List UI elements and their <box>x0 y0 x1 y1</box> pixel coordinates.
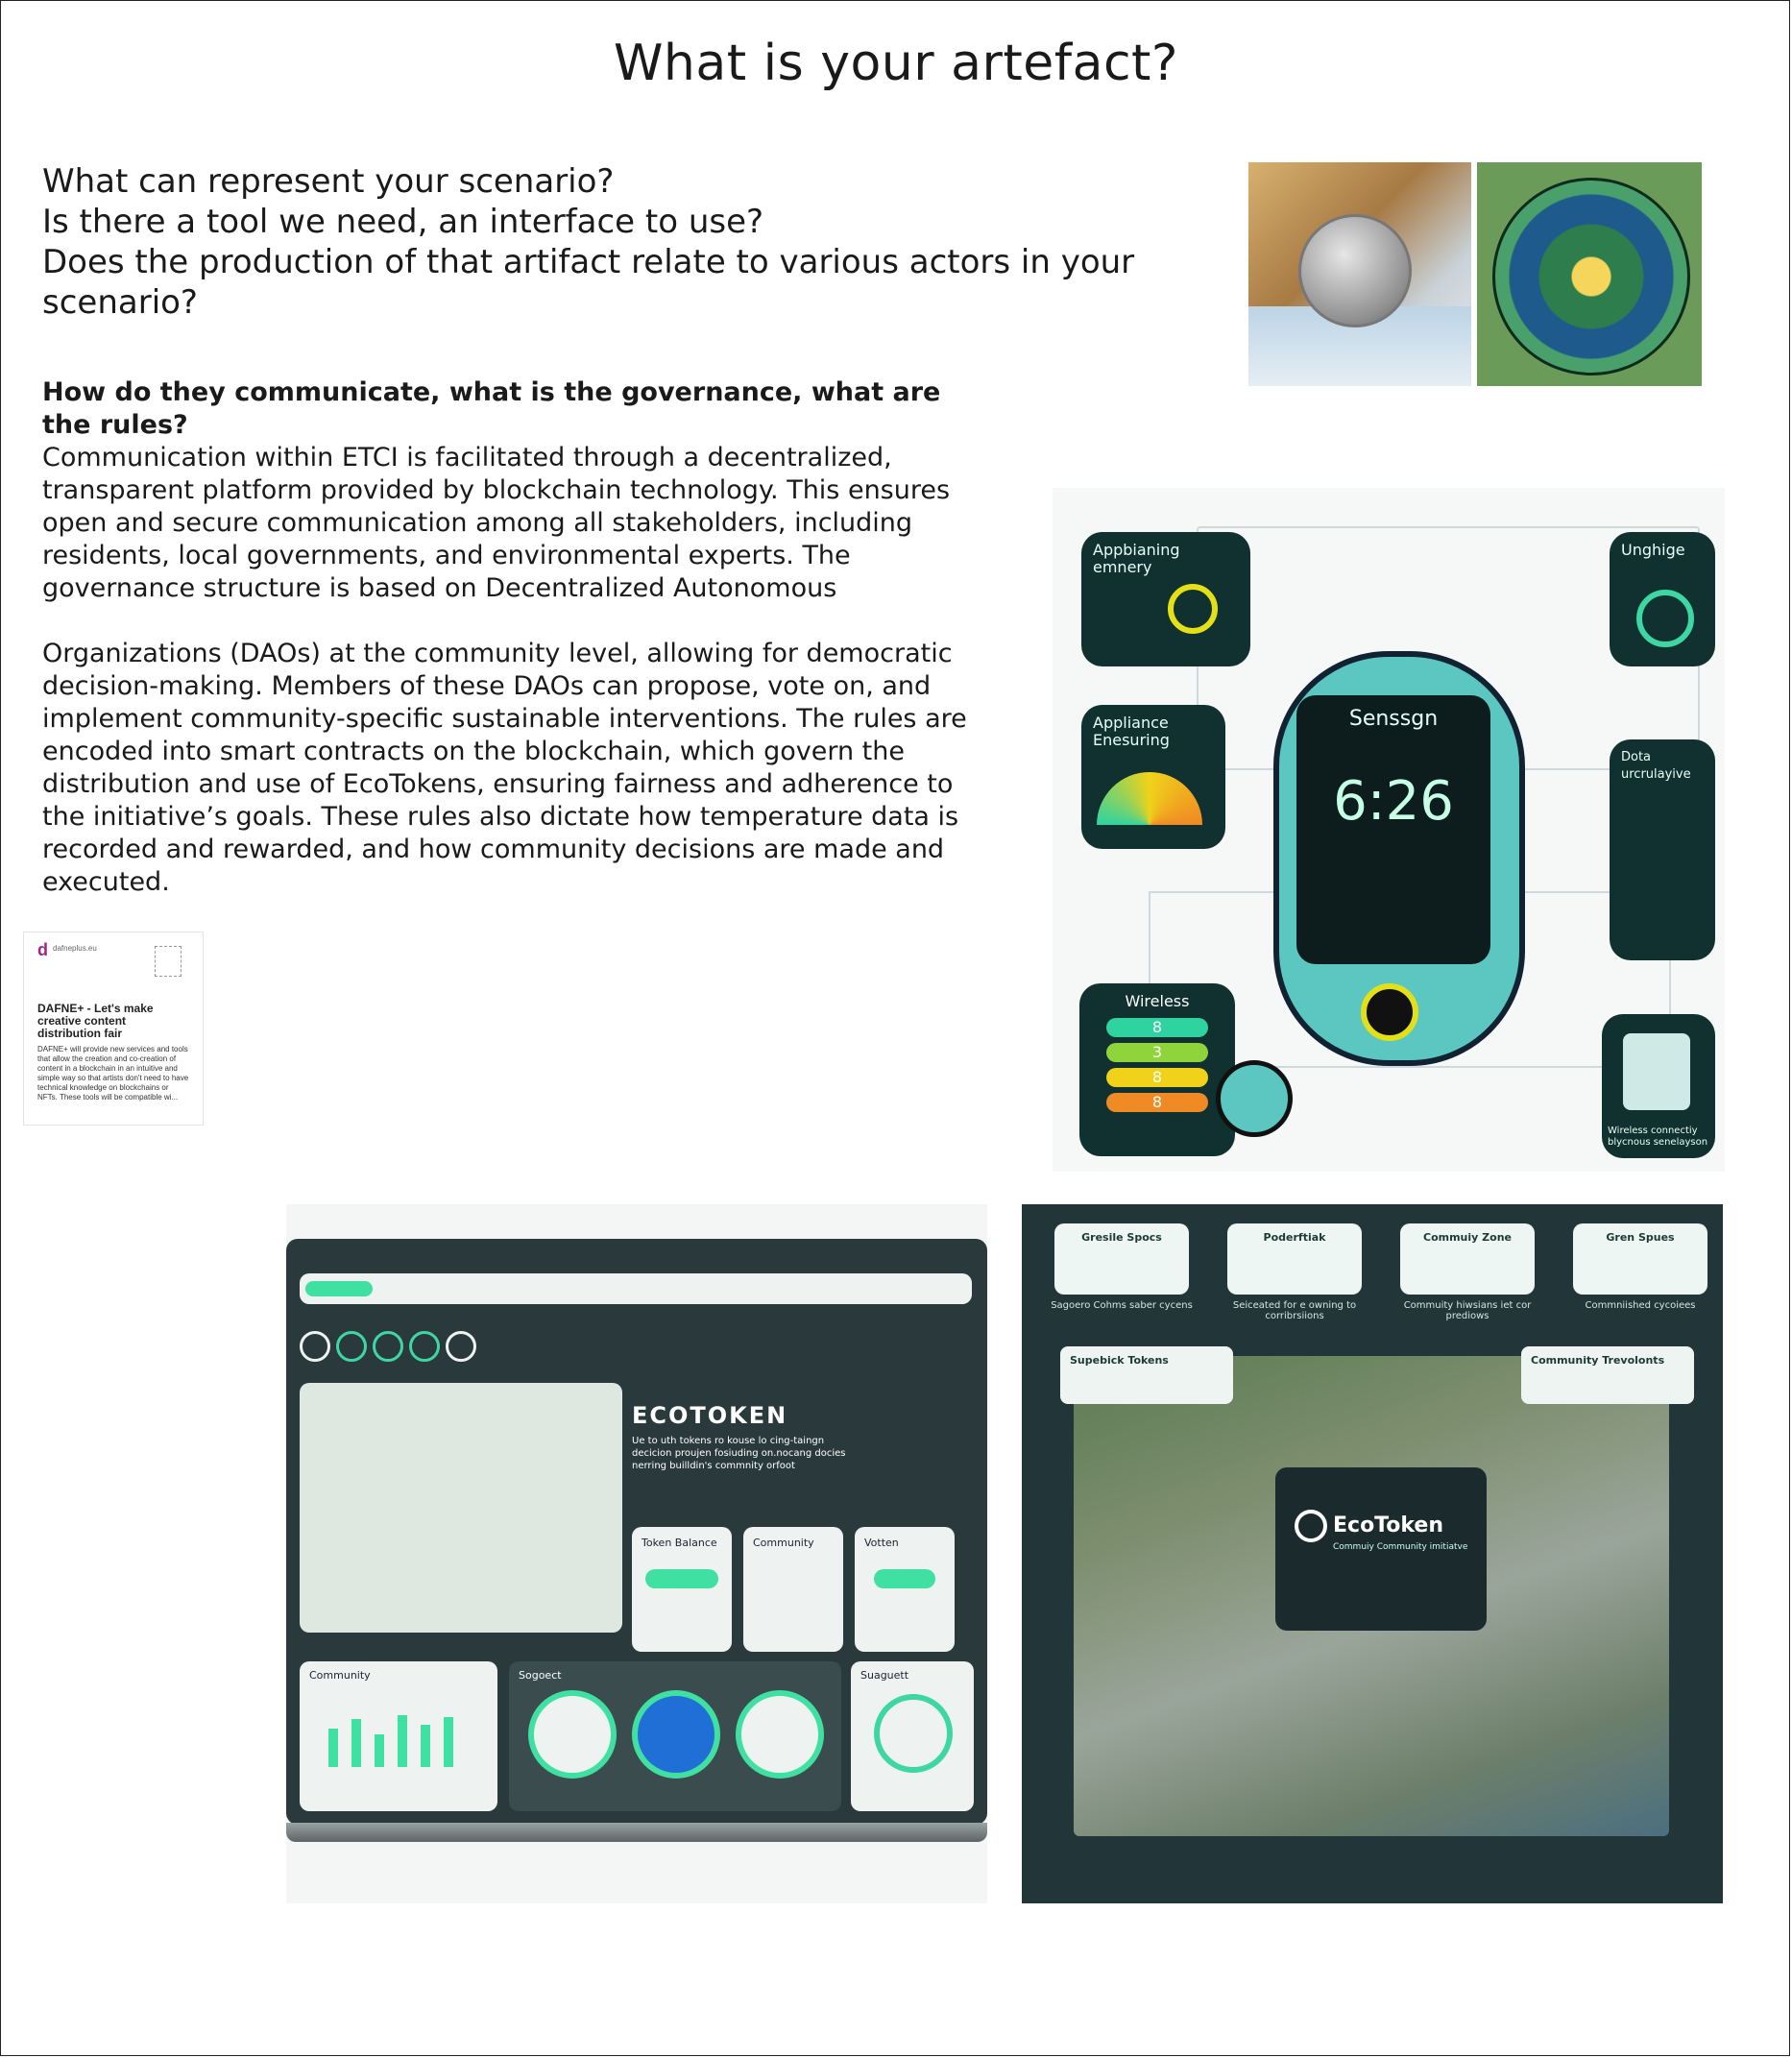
suggest-tile <box>851 1661 974 1811</box>
ecotoken-logo-icon <box>1295 1510 1327 1542</box>
sensor-puck-icon <box>1216 1060 1293 1137</box>
city-caption: Seiceated for e owning to corribrsiions <box>1232 1300 1357 1321</box>
panel-top-right-title: Unghige <box>1621 541 1685 559</box>
tile-title: Sogoect <box>519 1669 562 1682</box>
question-1: What can represent your scenario? <box>42 162 615 201</box>
reference-images <box>1248 162 1702 386</box>
laptop-heading: ECOTOKEN <box>632 1402 788 1429</box>
link-title: DAFNE+ - Let's make creative content distribution fair <box>37 1002 154 1040</box>
left-token-panel <box>1060 1346 1233 1404</box>
chart-bar <box>351 1719 361 1767</box>
signal-bar: 8 <box>1106 1093 1208 1112</box>
city-card-title: Gren Spues <box>1606 1231 1675 1244</box>
coin-icon <box>300 1331 330 1362</box>
eco-house-icon <box>736 1690 824 1779</box>
recycle-icon <box>409 1331 440 1362</box>
city-card <box>1054 1223 1189 1295</box>
panel-mid-left <box>1081 705 1225 849</box>
tile-title: Votten <box>864 1537 899 1549</box>
laptop-nav-bar <box>300 1273 972 1304</box>
governance-section <box>42 376 993 932</box>
tile-title: Community <box>753 1537 814 1549</box>
chart-bar <box>375 1734 384 1767</box>
thermostat-device-image <box>1053 488 1725 1172</box>
chart-bar <box>444 1717 453 1767</box>
thermostat <box>1273 651 1525 1066</box>
link-description: DAFNE+ will provide new services and tools that allow the creation and co-creation of content in a blockchain in an intuitive and simple way so that artists don't need to have technical knowledge on blockchains or NFTs. These tools will be compatible wi... <box>37 1045 189 1102</box>
city-caption: Sagoero Cohms saber cycens <box>1051 1300 1193 1311</box>
city-card-title: Gresile Spocs <box>1081 1231 1162 1244</box>
chart-bar <box>328 1729 338 1767</box>
tile-title: Suaguett <box>860 1669 909 1682</box>
gauge-icon <box>1168 584 1218 634</box>
laptop-nav-tab <box>305 1281 373 1296</box>
ecotoken-center-card <box>1275 1467 1487 1631</box>
city-card-title: Commuiy Zone <box>1423 1231 1512 1244</box>
signal-bar: 8 <box>1106 1068 1208 1087</box>
panel-top-left <box>1081 532 1250 666</box>
progress-ring-icon <box>874 1694 953 1773</box>
house-illustration <box>300 1383 622 1633</box>
governance-paragraph-1: Communication within ETCI is facilitated through a decentralized, transparent platform provided by blockchain technology. This ensures open and secure communication among all stakeholders, including residents, local governments, and environmental experts. The governance structure is based on Decentralized Autonomous <box>42 443 951 603</box>
coin-image <box>1248 162 1471 386</box>
panel-top-left-title: Appbianing emnery <box>1093 541 1180 576</box>
token-balance-tile <box>632 1527 732 1652</box>
tile-button <box>874 1569 935 1588</box>
city-caption: Commuity hiwsians iet cor prediows <box>1403 1300 1532 1321</box>
ecotoken-city-image <box>1022 1204 1723 1903</box>
energy-gauge <box>1097 772 1202 825</box>
panel-bottom-right-title: Wireless connectiy blycnous senelayson <box>1608 1126 1708 1148</box>
link-preview-card[interactable] <box>23 932 204 1126</box>
thermostat-screen-title: Senssgn <box>1348 707 1439 731</box>
ecotoken-laptop-image <box>286 1204 987 1903</box>
community-chart-tile <box>300 1661 497 1811</box>
ecotoken-subtitle: Commuiy Community imitiatve <box>1333 1542 1468 1552</box>
support-tile <box>509 1661 841 1811</box>
laptop-icon-row <box>300 1331 530 1369</box>
city-card-title: Poderftiak <box>1263 1231 1326 1244</box>
thermostat-time: 6:26 <box>1333 770 1454 833</box>
laptop-base <box>286 1823 987 1842</box>
panel-bottom-left <box>1079 983 1235 1156</box>
link-url: dafneplus.eu <box>53 944 97 953</box>
panel-mid-right <box>1610 739 1715 960</box>
panel-mid-left-title: Appliance Enesuring <box>1093 714 1170 749</box>
hands-medallion-icon <box>1492 178 1690 375</box>
hub-device-icon <box>1623 1033 1690 1110</box>
laptop-screen <box>286 1239 987 1825</box>
question-3: Does the production of that artifact relate to various actors in your scenario? <box>42 243 1135 322</box>
left-token-panel-title: Supebick Tokens <box>1070 1354 1169 1367</box>
thermostat-screen <box>1296 695 1490 964</box>
laptop-tagline: Ue to uth tokens ro kouse lo cing-taingn decicion proujen fosiuding on.nocang docies nerring builldin's commnity orfoot <box>632 1436 846 1471</box>
scenario-questions <box>42 161 1195 323</box>
city-card <box>1400 1223 1535 1295</box>
panel-bottom-left-title: Wireless <box>1125 992 1190 1010</box>
city-card <box>1227 1223 1362 1295</box>
panel-bottom-right <box>1602 1014 1715 1158</box>
panel-top-right <box>1610 532 1715 666</box>
governance-paragraph-2: Organizations (DAOs) at the community level, allowing for democratic decision-making. Members of these DAOs can propose, vote on, and implement community-specific sustainable interventions. The rules are encoded into smart contracts on the blockchain, which govern the distribution and use of EcoTokens, ensuring fairness and adherence to the initiative’s goals. These rules also dictate how temperature data is recorded and rewarded, and how community decisions are made and executed. <box>42 639 967 897</box>
city-caption: Commniished cycoiees <box>1585 1300 1696 1311</box>
power-ring-icon <box>1636 590 1694 647</box>
city-card <box>1573 1223 1707 1295</box>
chart-bar <box>421 1725 430 1767</box>
tile-title: Token Balance <box>642 1537 717 1549</box>
thermostat-dial <box>1361 983 1418 1041</box>
home-icon <box>446 1331 476 1362</box>
signal-bar: 3 <box>1106 1043 1208 1062</box>
right-token-panel-title: Community Trevolonts <box>1531 1354 1665 1367</box>
tile-title: Community <box>309 1669 371 1682</box>
panel-mid-right-title: Dota urcrulayive <box>1621 750 1691 782</box>
drop-icon <box>373 1331 403 1362</box>
coin-icon <box>1298 214 1412 327</box>
votes-tile <box>855 1527 955 1652</box>
right-token-panel <box>1521 1346 1694 1404</box>
dafne-logo-icon: d <box>37 940 48 959</box>
water-drop-icon <box>528 1690 617 1779</box>
partner-seal-icon <box>155 946 182 977</box>
question-2: Is there a tool we need, an interface to use? <box>42 203 764 241</box>
leaf-icon <box>336 1331 367 1362</box>
signal-bar: 8 <box>1106 1018 1208 1037</box>
heart-icon <box>632 1690 720 1779</box>
chart-bar <box>398 1715 407 1767</box>
page-title: What is your artefact? <box>613 35 1179 92</box>
tile-button <box>645 1569 718 1588</box>
community-hands-image <box>1477 162 1702 386</box>
community-tile <box>743 1527 843 1652</box>
ecotoken-title: EcoToken <box>1333 1513 1444 1537</box>
governance-heading: How do they communicate, what is the governance, what are the rules? <box>42 377 941 440</box>
